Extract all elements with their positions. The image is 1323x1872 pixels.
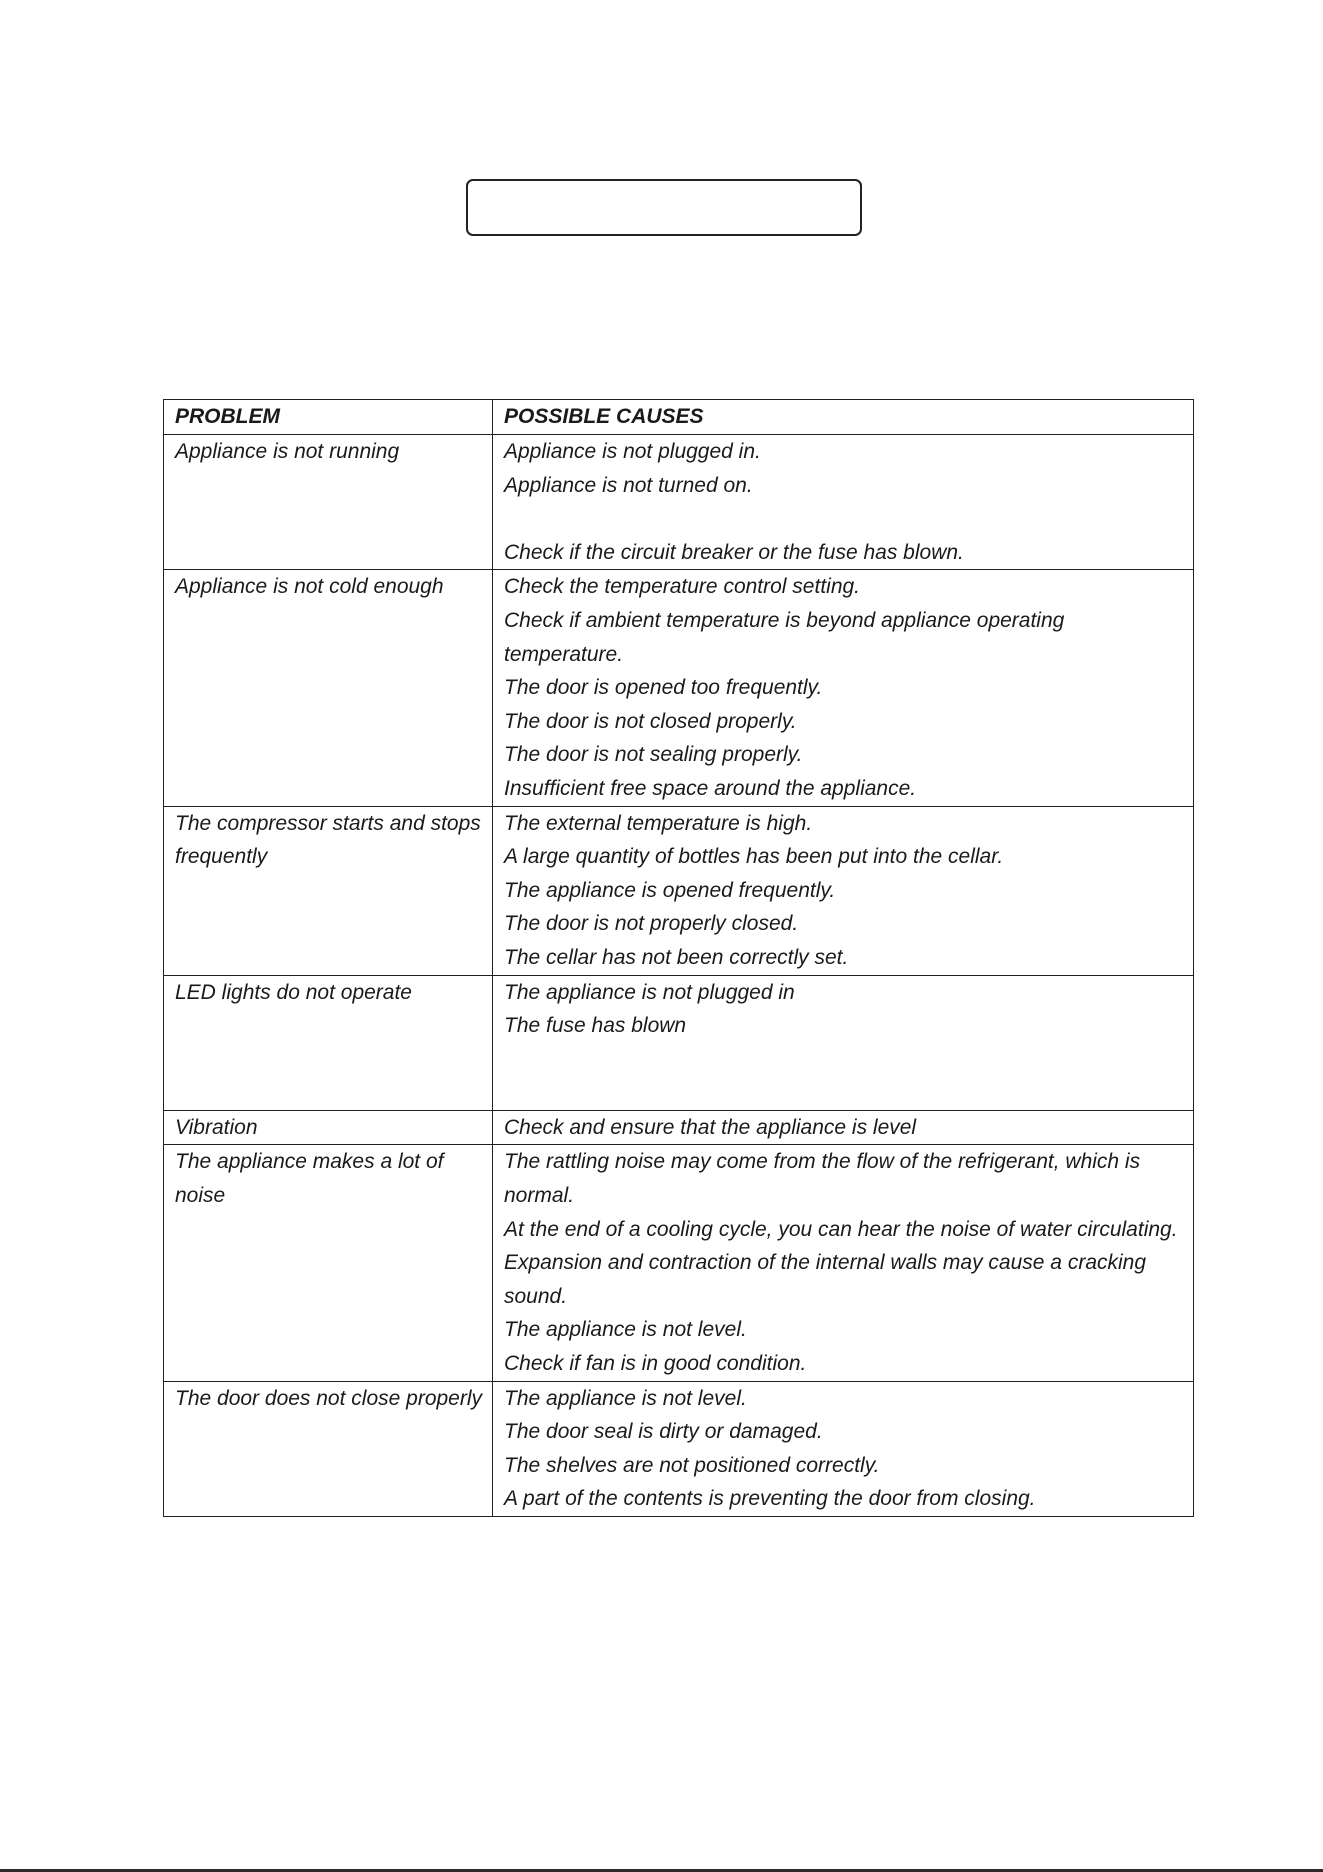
problem-text: Appliance is not cold enough (175, 575, 444, 599)
section-title-box (466, 179, 862, 236)
problem-cell (164, 1145, 493, 1381)
cause-line: The appliance is not plugged in (504, 980, 795, 1004)
causes-cell (493, 1145, 1194, 1381)
cause-line: The appliance is not level. (504, 1386, 747, 1410)
cause-line: The door is opened too frequently. (504, 676, 823, 700)
problem-text: Appliance is not running (175, 440, 400, 463)
cause-line: Check if ambient temperature is beyond appliance operating (504, 608, 1065, 632)
cause-line: The door is not properly closed. (504, 912, 799, 936)
cause-line: temperature. (504, 642, 624, 666)
causes-cell (493, 570, 1194, 806)
table-header-row (164, 400, 1194, 435)
cause-line: A part of the contents is preventing the door from closing. (504, 1487, 1036, 1511)
table-row (164, 1381, 1194, 1516)
cause-line: The rattling noise may come from the flow of the refrigerant, which is (504, 1150, 1141, 1174)
problem-cell (164, 570, 493, 806)
table-row (164, 806, 1194, 975)
table-row (164, 435, 1194, 570)
causes-cell (493, 1110, 1194, 1145)
problem-text: LED lights do not operate (175, 980, 412, 1004)
cause-line (504, 1043, 1185, 1077)
cause-line: Check the temperature control setting. (504, 575, 861, 599)
problem-cell (164, 1110, 493, 1145)
cause-line: Check and ensure that the appliance is level (504, 1115, 917, 1139)
problem-column-header: PROBLEM (164, 400, 493, 435)
problem-cell (164, 806, 493, 975)
problem-text: The door does not close properly (175, 1386, 483, 1410)
table-body (164, 435, 1194, 1517)
cause-line: The external temperature is high. (504, 811, 813, 835)
cause-line: Expansion and contraction of the internal walls may cause a cracking (504, 1251, 1147, 1275)
problem-text: Vibration (175, 1115, 258, 1139)
cause-line: At the end of a cooling cycle, you can hear the noise of water circulating. (504, 1217, 1178, 1241)
cause-line: Check if fan is in good condition. (504, 1352, 807, 1376)
cause-line: The appliance is not level. (504, 1318, 747, 1342)
table-row (164, 1145, 1194, 1381)
causes-column-header: POSSIBLE CAUSES (493, 400, 1194, 435)
cause-line: The fuse has blown (504, 1014, 687, 1038)
problem-cell (164, 975, 493, 1110)
problem-text: The compressor starts and stops frequently (175, 811, 481, 869)
cause-line: Appliance is not turned on. (504, 473, 753, 497)
cause-line: The cellar has not been correctly set. (504, 945, 849, 969)
cause-line: A large quantity of bottles has been put into the cellar. (504, 845, 1004, 869)
cause-line: The shelves are not positioned correctly. (504, 1453, 880, 1477)
troubleshooting-table (163, 399, 1194, 1517)
causes-cell (493, 806, 1194, 975)
causes-cell (493, 435, 1194, 570)
problem-text: The appliance makes a lot of noise (175, 1150, 444, 1208)
table-row (164, 975, 1194, 1110)
table-row (164, 570, 1194, 806)
cause-line: The door seal is dirty or damaged. (504, 1420, 823, 1444)
cause-line: normal. (504, 1184, 575, 1208)
cause-line: The door is not closed properly. (504, 709, 797, 733)
cause-line: The appliance is opened frequently. (504, 878, 836, 902)
problem-cell (164, 435, 493, 570)
cause-line (504, 1076, 1185, 1110)
causes-cell (493, 975, 1194, 1110)
cause-line: The door is not sealing properly. (504, 743, 803, 767)
problem-cell (164, 1381, 493, 1516)
causes-cell (493, 1381, 1194, 1516)
cause-line: Insufficient free space around the appliance. (504, 776, 917, 800)
cause-line: Check if the circuit breaker or the fuse has blown. (504, 540, 964, 564)
table-row (164, 1110, 1194, 1145)
cause-line: Appliance is not plugged in. (504, 440, 761, 463)
cause-line (504, 502, 1185, 536)
cause-line: sound. (504, 1284, 568, 1308)
